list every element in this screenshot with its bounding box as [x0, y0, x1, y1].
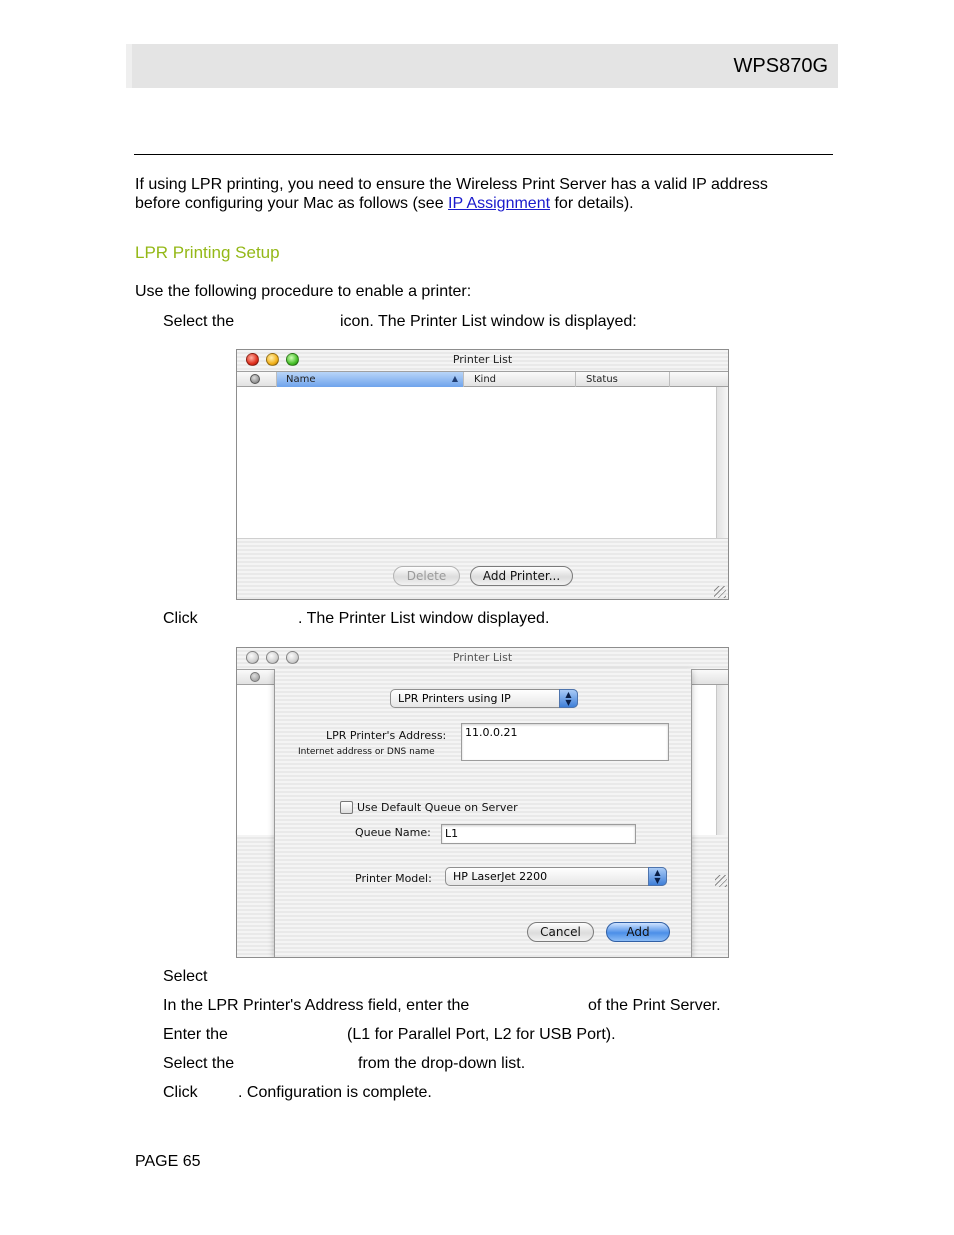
window-title: Printer List [452, 353, 513, 366]
column-kind[interactable] [464, 372, 576, 387]
add-printer-sheet [274, 669, 692, 957]
resize-grip-icon[interactable] [714, 586, 726, 598]
use-default-queue-checkbox[interactable] [340, 801, 353, 814]
cancel-button[interactable]: Cancel [527, 922, 594, 942]
column-header [237, 371, 728, 387]
printer-model-popup[interactable] [445, 867, 667, 886]
printer-model-value: HP LaserJet 2200 [453, 870, 548, 883]
intro-text-after: for details). [550, 195, 634, 212]
printer-list-window [236, 349, 729, 600]
window-titlebar [237, 350, 728, 371]
connection-type-value: LPR Printers using IP [398, 692, 511, 705]
popup-arrows-icon: ▲ ▼ [559, 689, 578, 708]
step-1-text-b: icon. The Printer List window is displayed: [340, 313, 637, 330]
column-name-label: Name [286, 374, 316, 385]
window-titlebar [237, 648, 728, 669]
step-7-text-b: . Configuration is complete. [238, 1084, 432, 1101]
window-footer-partial-right [692, 835, 729, 958]
status-column-icon[interactable] [237, 372, 277, 387]
header-bar [126, 44, 838, 88]
printer-list-window-with-sheet [236, 647, 729, 958]
column-header-partial-right [692, 669, 729, 685]
delete-button[interactable]: Delete [393, 566, 460, 586]
column-kind-label: Kind [474, 374, 497, 385]
step-4-text-a: In the LPR Printer's Address field, enter the [163, 997, 470, 1014]
printer-list-partial-right [692, 685, 716, 835]
window-footer [237, 538, 728, 600]
step-2-text-b: . The Printer List window displayed. [298, 610, 550, 627]
step-3-text-a: Select [163, 968, 208, 985]
address-hint: Internet address or DNS name [298, 747, 435, 757]
step-1-text-a: Select the [163, 313, 235, 330]
window-footer-partial-left [237, 835, 274, 958]
add-button[interactable]: Add [606, 922, 670, 942]
step-2-text-a: Click [163, 610, 198, 627]
printer-address-field[interactable]: 11.0.0.21 [461, 723, 669, 761]
window-title: Printer List [452, 651, 513, 664]
column-status-label: Status [586, 374, 618, 385]
vertical-scrollbar[interactable] [716, 685, 729, 835]
model-name: WPS870G [733, 55, 828, 77]
address-label: LPR Printer's Address: [326, 729, 447, 742]
sort-ascending-icon: ▲ [451, 374, 458, 383]
column-name[interactable] [277, 372, 464, 387]
step-6-text-b: from the drop-down list. [358, 1055, 526, 1072]
section-heading: LPR Printing Setup [135, 243, 280, 262]
printer-list[interactable] [237, 387, 716, 538]
step-6-text-a: Select the [163, 1055, 235, 1072]
use-default-queue-label: Use Default Queue on Server [357, 801, 518, 814]
printer-model-label: Printer Model: [355, 872, 432, 885]
step-5-text-a: Enter the [163, 1026, 228, 1043]
page-number: PAGE 65 [135, 1153, 201, 1170]
resize-grip-icon[interactable] [715, 875, 727, 887]
intro-line-2 [135, 194, 634, 213]
intro-line-1: If using LPR printing, you need to ensure the Wireless Print Server has a valid IP address [135, 176, 768, 193]
add-printer-button[interactable]: Add Printer... [470, 566, 573, 586]
section-divider [134, 154, 833, 155]
intro-text-before: before configuring your Mac as follows (see [135, 195, 449, 212]
printer-list-partial [237, 685, 274, 835]
ip-assignment-link[interactable]: IP Assignment [448, 195, 551, 212]
step-4-text-b: of the Print Server. [588, 997, 721, 1014]
procedure-lead: Use the following procedure to enable a printer: [135, 283, 472, 300]
status-column-icon [250, 672, 260, 682]
queue-name-field[interactable]: L1 [441, 824, 636, 844]
step-7-text-a: Click [163, 1084, 198, 1101]
popup-arrows-icon: ▲ ▼ [648, 867, 667, 886]
column-header-partial [237, 669, 274, 685]
vertical-scrollbar[interactable] [716, 387, 728, 538]
queue-name-label: Queue Name: [355, 826, 431, 839]
step-5-text-b: (L1 for Parallel Port, L2 for USB Port). [347, 1026, 616, 1043]
column-status[interactable] [576, 372, 670, 387]
connection-type-popup[interactable] [390, 689, 578, 708]
